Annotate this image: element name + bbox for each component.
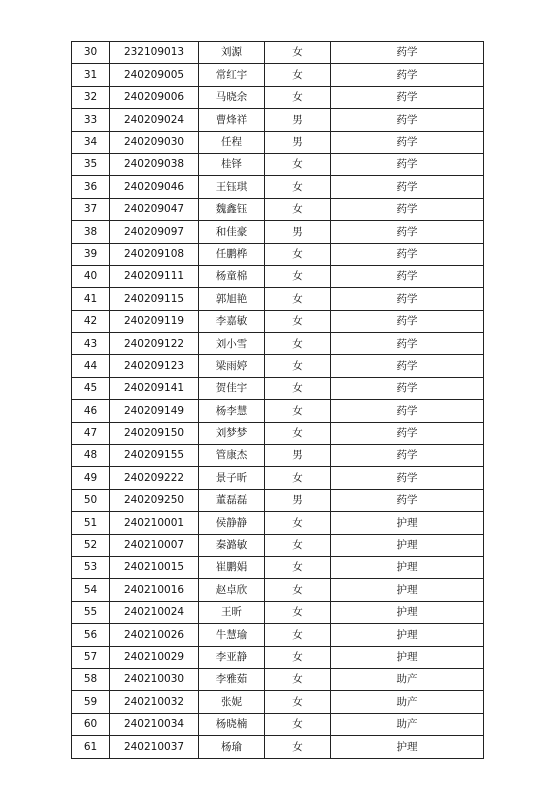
- gender-cell: 女: [265, 601, 331, 623]
- row-number-cell: 47: [72, 422, 110, 444]
- table-row: [72, 512, 484, 534]
- student-name-cell: 郭旭艳: [199, 288, 265, 310]
- major-cell: 护理: [331, 556, 484, 578]
- table-row: [72, 64, 484, 86]
- major-cell: 药学: [331, 288, 484, 310]
- major-cell: 护理: [331, 512, 484, 534]
- gender-cell: 女: [265, 556, 331, 578]
- row-number-cell: 39: [72, 243, 110, 265]
- gender-cell: 女: [265, 64, 331, 86]
- major-cell: 药学: [331, 265, 484, 287]
- student-id-cell: 240210001: [110, 512, 199, 534]
- row-number-cell: 45: [72, 377, 110, 399]
- row-number-cell: 40: [72, 265, 110, 287]
- major-cell: 药学: [331, 42, 484, 64]
- major-cell: 药学: [331, 422, 484, 444]
- table-row: [72, 489, 484, 511]
- gender-cell: 女: [265, 400, 331, 422]
- row-number-cell: 44: [72, 355, 110, 377]
- student-name-cell: 赵卓欣: [199, 579, 265, 601]
- document-page: [71, 41, 483, 759]
- gender-cell: 女: [265, 736, 331, 758]
- gender-cell: 女: [265, 624, 331, 646]
- student-id-cell: 240210032: [110, 691, 199, 713]
- student-name-cell: 管康杰: [199, 445, 265, 467]
- student-id-cell: 240209046: [110, 176, 199, 198]
- student-id-cell: 240209141: [110, 377, 199, 399]
- gender-cell: 男: [265, 131, 331, 153]
- major-cell: 药学: [331, 198, 484, 220]
- student-table: [71, 41, 484, 759]
- student-id-cell: 240210030: [110, 668, 199, 690]
- student-name-cell: 刘源: [199, 42, 265, 64]
- student-id-cell: 240209155: [110, 445, 199, 467]
- row-number-cell: 56: [72, 624, 110, 646]
- major-cell: 药学: [331, 467, 484, 489]
- gender-cell: 女: [265, 579, 331, 601]
- student-name-cell: 刘小雪: [199, 333, 265, 355]
- gender-cell: 女: [265, 333, 331, 355]
- student-id-cell: 240209108: [110, 243, 199, 265]
- student-id-cell: 240210016: [110, 579, 199, 601]
- table-row: [72, 691, 484, 713]
- student-name-cell: 杨瑜: [199, 736, 265, 758]
- major-cell: 护理: [331, 601, 484, 623]
- row-number-cell: 60: [72, 713, 110, 735]
- gender-cell: 女: [265, 198, 331, 220]
- major-cell: 药学: [331, 377, 484, 399]
- student-id-cell: 240209024: [110, 109, 199, 131]
- table-row: [72, 109, 484, 131]
- major-cell: 药学: [331, 109, 484, 131]
- student-name-cell: 常红宇: [199, 64, 265, 86]
- table-row: [72, 221, 484, 243]
- student-name-cell: 侯静静: [199, 512, 265, 534]
- student-name-cell: 马晓余: [199, 86, 265, 108]
- table-row: [72, 288, 484, 310]
- major-cell: 护理: [331, 534, 484, 556]
- table-row: [72, 265, 484, 287]
- student-name-cell: 张妮: [199, 691, 265, 713]
- gender-cell: 女: [265, 691, 331, 713]
- major-cell: 药学: [331, 355, 484, 377]
- major-cell: 药学: [331, 333, 484, 355]
- student-id-cell: 240210029: [110, 646, 199, 668]
- row-number-cell: 38: [72, 221, 110, 243]
- major-cell: 药学: [331, 131, 484, 153]
- gender-cell: 女: [265, 243, 331, 265]
- gender-cell: 女: [265, 310, 331, 332]
- gender-cell: 女: [265, 288, 331, 310]
- row-number-cell: 50: [72, 489, 110, 511]
- major-cell: 助产: [331, 713, 484, 735]
- gender-cell: 女: [265, 355, 331, 377]
- student-name-cell: 牛慧瑜: [199, 624, 265, 646]
- table-row: [72, 422, 484, 444]
- row-number-cell: 36: [72, 176, 110, 198]
- student-id-cell: 240209222: [110, 467, 199, 489]
- student-id-cell: 240210024: [110, 601, 199, 623]
- student-id-cell: 240209150: [110, 422, 199, 444]
- table-row: [72, 42, 484, 64]
- table-row: [72, 355, 484, 377]
- student-id-cell: 240209123: [110, 355, 199, 377]
- student-id-cell: 240209149: [110, 400, 199, 422]
- row-number-cell: 34: [72, 131, 110, 153]
- gender-cell: 女: [265, 153, 331, 175]
- row-number-cell: 46: [72, 400, 110, 422]
- row-number-cell: 52: [72, 534, 110, 556]
- gender-cell: 女: [265, 646, 331, 668]
- table-row: [72, 198, 484, 220]
- table-row: [72, 131, 484, 153]
- table-row: [72, 333, 484, 355]
- row-number-cell: 55: [72, 601, 110, 623]
- student-name-cell: 贺佳宇: [199, 377, 265, 399]
- student-name-cell: 王钰琪: [199, 176, 265, 198]
- student-name-cell: 景子昕: [199, 467, 265, 489]
- table-row: [72, 556, 484, 578]
- table-row: [72, 176, 484, 198]
- table-row: [72, 646, 484, 668]
- student-name-cell: 梁雨婷: [199, 355, 265, 377]
- student-name-cell: 李嘉敏: [199, 310, 265, 332]
- table-row: [72, 534, 484, 556]
- student-table-body: [72, 42, 484, 759]
- student-name-cell: 杨童棉: [199, 265, 265, 287]
- gender-cell: 女: [265, 176, 331, 198]
- student-id-cell: 240209111: [110, 265, 199, 287]
- row-number-cell: 58: [72, 668, 110, 690]
- student-id-cell: 240209097: [110, 221, 199, 243]
- student-id-cell: 240210015: [110, 556, 199, 578]
- table-row: [72, 601, 484, 623]
- student-name-cell: 任鹏桦: [199, 243, 265, 265]
- student-name-cell: 董磊磊: [199, 489, 265, 511]
- major-cell: 药学: [331, 86, 484, 108]
- student-id-cell: 240209030: [110, 131, 199, 153]
- gender-cell: 女: [265, 86, 331, 108]
- row-number-cell: 61: [72, 736, 110, 758]
- table-row: [72, 668, 484, 690]
- table-row: [72, 153, 484, 175]
- row-number-cell: 42: [72, 310, 110, 332]
- gender-cell: 女: [265, 512, 331, 534]
- student-name-cell: 李雅茹: [199, 668, 265, 690]
- row-number-cell: 43: [72, 333, 110, 355]
- table-row: [72, 736, 484, 758]
- table-row: [72, 243, 484, 265]
- table-row: [72, 624, 484, 646]
- student-name-cell: 杨晓楠: [199, 713, 265, 735]
- major-cell: 药学: [331, 221, 484, 243]
- student-name-cell: 崔鹏娟: [199, 556, 265, 578]
- student-name-cell: 刘梦梦: [199, 422, 265, 444]
- student-id-cell: 240209038: [110, 153, 199, 175]
- gender-cell: 女: [265, 534, 331, 556]
- gender-cell: 女: [265, 713, 331, 735]
- gender-cell: 女: [265, 467, 331, 489]
- row-number-cell: 32: [72, 86, 110, 108]
- table-row: [72, 310, 484, 332]
- major-cell: 助产: [331, 668, 484, 690]
- gender-cell: 男: [265, 489, 331, 511]
- row-number-cell: 41: [72, 288, 110, 310]
- table-row: [72, 400, 484, 422]
- gender-cell: 女: [265, 668, 331, 690]
- gender-cell: 男: [265, 221, 331, 243]
- student-name-cell: 曹烽祥: [199, 109, 265, 131]
- major-cell: 药学: [331, 400, 484, 422]
- student-name-cell: 任程: [199, 131, 265, 153]
- major-cell: 药学: [331, 310, 484, 332]
- gender-cell: 男: [265, 445, 331, 467]
- student-name-cell: 李亚静: [199, 646, 265, 668]
- student-name-cell: 王昕: [199, 601, 265, 623]
- row-number-cell: 59: [72, 691, 110, 713]
- row-number-cell: 54: [72, 579, 110, 601]
- major-cell: 护理: [331, 624, 484, 646]
- table-row: [72, 445, 484, 467]
- student-id-cell: 240209006: [110, 86, 199, 108]
- row-number-cell: 31: [72, 64, 110, 86]
- major-cell: 药学: [331, 243, 484, 265]
- student-name-cell: 杨李慧: [199, 400, 265, 422]
- student-id-cell: 240209005: [110, 64, 199, 86]
- table-row: [72, 86, 484, 108]
- row-number-cell: 37: [72, 198, 110, 220]
- student-id-cell: 240209250: [110, 489, 199, 511]
- major-cell: 护理: [331, 646, 484, 668]
- row-number-cell: 51: [72, 512, 110, 534]
- student-name-cell: 秦潞敏: [199, 534, 265, 556]
- row-number-cell: 53: [72, 556, 110, 578]
- student-id-cell: 240209122: [110, 333, 199, 355]
- major-cell: 药学: [331, 153, 484, 175]
- row-number-cell: 35: [72, 153, 110, 175]
- major-cell: 护理: [331, 579, 484, 601]
- student-id-cell: 240210034: [110, 713, 199, 735]
- gender-cell: 女: [265, 377, 331, 399]
- student-id-cell: 240209119: [110, 310, 199, 332]
- student-id-cell: 240209047: [110, 198, 199, 220]
- student-name-cell: 和佳豪: [199, 221, 265, 243]
- gender-cell: 女: [265, 422, 331, 444]
- student-id-cell: 240210037: [110, 736, 199, 758]
- major-cell: 药学: [331, 489, 484, 511]
- row-number-cell: 57: [72, 646, 110, 668]
- gender-cell: 女: [265, 42, 331, 64]
- row-number-cell: 33: [72, 109, 110, 131]
- table-row: [72, 467, 484, 489]
- major-cell: 药学: [331, 445, 484, 467]
- table-row: [72, 713, 484, 735]
- row-number-cell: 30: [72, 42, 110, 64]
- major-cell: 药学: [331, 64, 484, 86]
- major-cell: 药学: [331, 176, 484, 198]
- student-id-cell: 232109013: [110, 42, 199, 64]
- student-id-cell: 240210007: [110, 534, 199, 556]
- major-cell: 助产: [331, 691, 484, 713]
- table-row: [72, 579, 484, 601]
- gender-cell: 男: [265, 109, 331, 131]
- student-id-cell: 240209115: [110, 288, 199, 310]
- student-id-cell: 240210026: [110, 624, 199, 646]
- major-cell: 护理: [331, 736, 484, 758]
- table-row: [72, 377, 484, 399]
- row-number-cell: 48: [72, 445, 110, 467]
- gender-cell: 女: [265, 265, 331, 287]
- student-name-cell: 桂铎: [199, 153, 265, 175]
- student-name-cell: 魏鑫钰: [199, 198, 265, 220]
- row-number-cell: 49: [72, 467, 110, 489]
